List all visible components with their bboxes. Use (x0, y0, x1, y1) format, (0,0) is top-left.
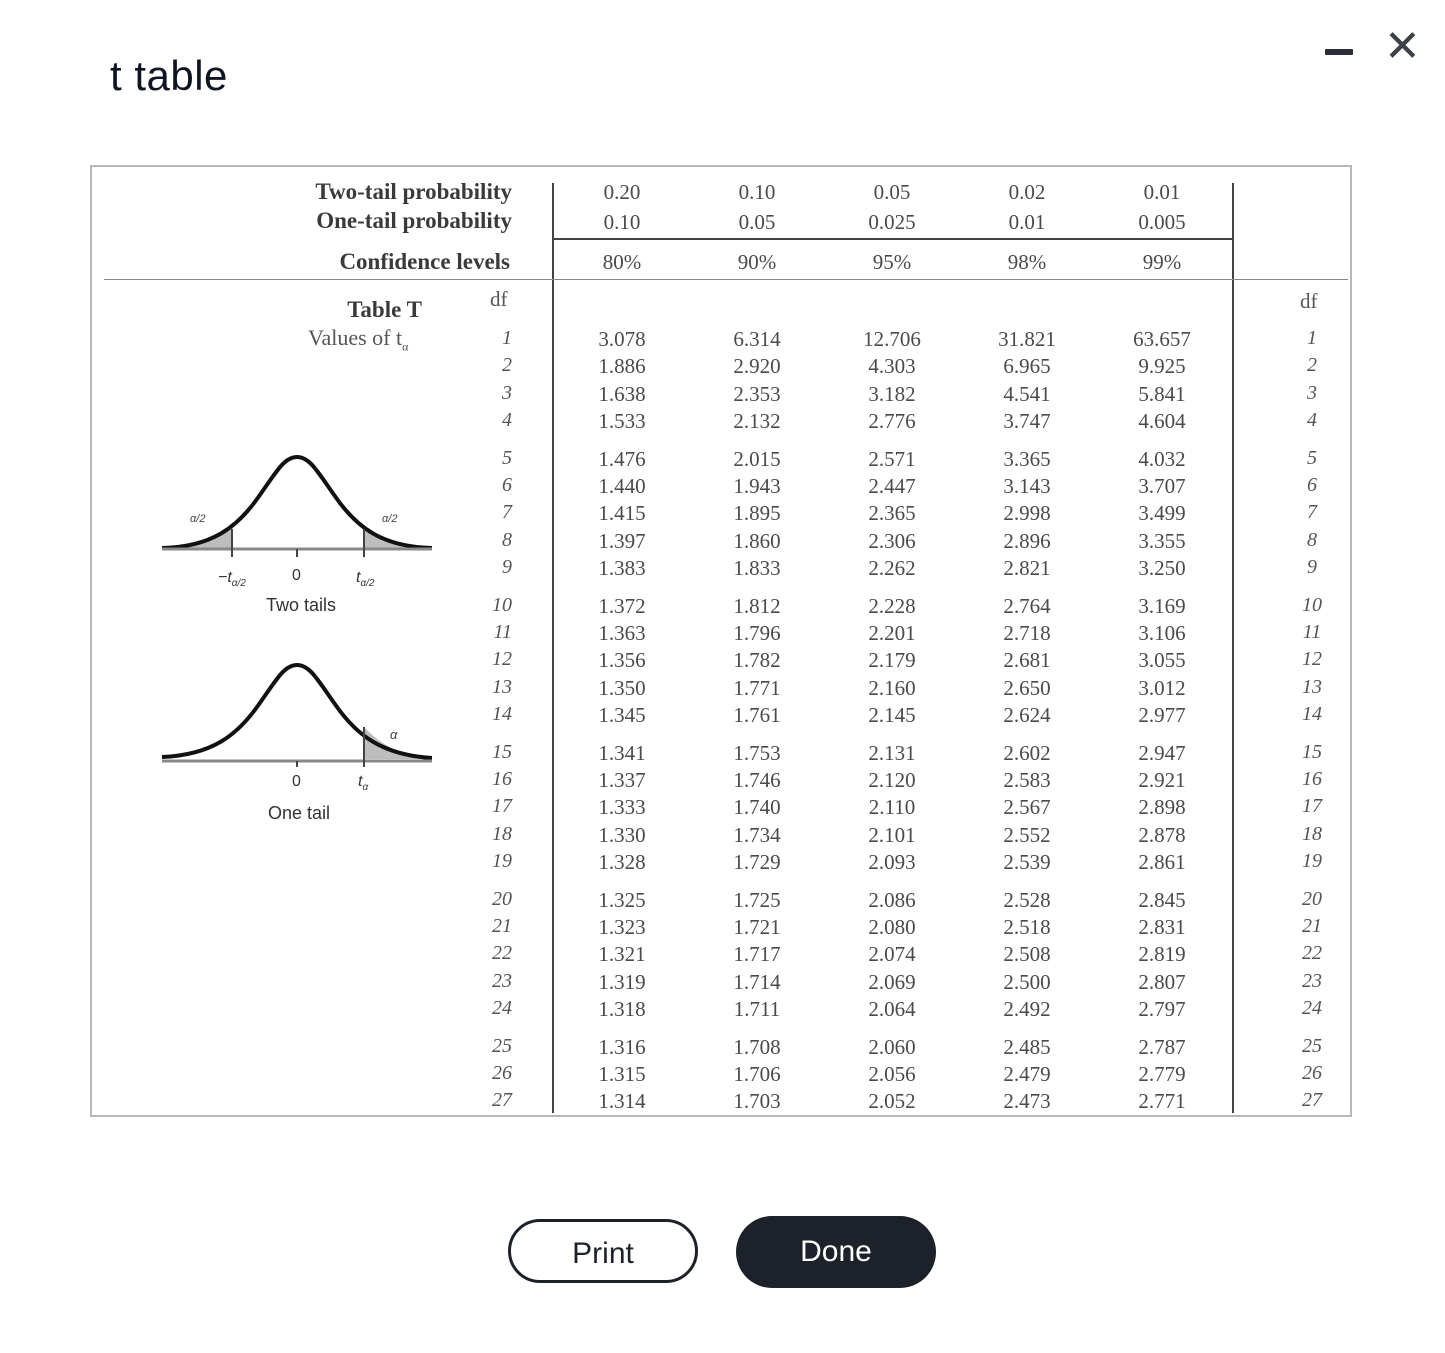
table-value-cell: 2.201 (868, 621, 916, 645)
table-value-cell: 2.602 (1003, 740, 1051, 765)
two-tails-t-label: $t_{\alpha/2}$ (356, 569, 375, 590)
table-value-cell: 1.711 (733, 997, 781, 1022)
table-value-cell: 2.228 (868, 593, 916, 618)
df-cell-left: 26 (492, 1062, 512, 1084)
table-value-cell: 1.860 (733, 528, 781, 553)
minimize-icon (1325, 49, 1353, 55)
table-value-cell: 2.807 (1138, 969, 1186, 994)
df-cell-right: 23 (1302, 969, 1322, 992)
table-value-cell: 4.303 (868, 354, 916, 379)
table-value-cell: 4.604 (1138, 409, 1186, 434)
table-value-cell: 2.552 (1003, 822, 1051, 847)
table-value-cell: 2.624 (1003, 703, 1051, 728)
table-value-cell: 1.314 (598, 1089, 646, 1114)
table-value-cell: 1.812 (733, 593, 781, 618)
col-confidence-header: 90% (737, 250, 777, 274)
table-value-cell: 2.571 (868, 446, 916, 471)
df-cell-right: 25 (1302, 1034, 1322, 1057)
table-value-cell: 1.325 (598, 887, 646, 912)
table-value-cell: 1.708 (733, 1034, 781, 1059)
df-cell-left: 18 (492, 822, 512, 845)
table-value-cell: 1.328 (598, 850, 646, 875)
table-value-cell: 1.316 (598, 1034, 646, 1059)
df-cell-left: 24 (492, 997, 512, 1020)
table-value-cell: 12.706 (863, 327, 921, 351)
table-value-cell: 2.086 (868, 887, 916, 912)
df-cell-left: 27 (492, 1089, 512, 1112)
df-cell-left: 12 (492, 648, 512, 671)
df-cell-right: 12 (1302, 648, 1322, 671)
table-value-cell: 3.182 (868, 381, 916, 406)
table-value-cell: 3.055 (1138, 648, 1186, 673)
table-value-cell: 2.500 (1003, 969, 1051, 994)
table-value-cell: 6.965 (1003, 354, 1051, 379)
table-value-cell: 2.583 (1003, 768, 1051, 792)
df-cell-right: 24 (1302, 997, 1322, 1020)
table-value-cell: 1.771 (733, 675, 781, 700)
table-value-cell: 1.533 (598, 409, 646, 434)
table-value-cell: 2.074 (868, 942, 916, 967)
table-value-cell: 2.306 (868, 528, 916, 553)
df-cell-right: 2 (1307, 354, 1317, 377)
df-cell-left: 11 (493, 621, 512, 643)
table-value-cell: 2.160 (868, 675, 916, 700)
df-cell-right: 21 (1302, 915, 1322, 937)
col-confidence-header: 99% (1142, 250, 1182, 274)
two-tails-left-alpha-label: α/2 (190, 513, 206, 525)
table-value-cell: 3.106 (1138, 621, 1186, 645)
table-value-cell: 2.353 (733, 381, 781, 406)
table-value-cell: 2.528 (1003, 887, 1051, 912)
table-value-cell: 1.356 (598, 648, 646, 673)
one-tail-curve (162, 665, 432, 758)
df-cell-left: 15 (492, 740, 512, 763)
df-cell-left: 14 (492, 703, 512, 726)
df-cell-left: 8 (502, 528, 512, 551)
df-cell-right: 7 (1307, 501, 1317, 524)
table-value-cell: 2.998 (1003, 501, 1051, 526)
section-rule (104, 279, 1348, 280)
table-value-cell: 2.145 (868, 703, 916, 728)
table-value-cell: 1.415 (598, 501, 646, 526)
table-value-cell: 4.032 (1138, 446, 1186, 471)
two-tails-zero-label: 0 (292, 567, 301, 584)
table-value-cell: 1.753 (733, 740, 781, 765)
table-value-cell: 5.841 (1138, 381, 1186, 406)
table-value-cell: 1.397 (598, 528, 646, 553)
table-value-cell: 1.321 (598, 942, 646, 967)
table-value-cell: 2.831 (1138, 915, 1186, 939)
table-value-cell: 1.341 (598, 740, 646, 765)
table-value-cell: 3.250 (1138, 556, 1186, 581)
table-value-cell: 2.977 (1138, 703, 1186, 728)
df-cell-right: 22 (1302, 942, 1322, 965)
one-tail-probability-label: One-tail probability (316, 208, 512, 233)
table-value-cell: 2.492 (1003, 997, 1051, 1022)
df-cell-right: 18 (1302, 822, 1322, 845)
table-value-cell: 2.080 (868, 915, 916, 939)
table-value-cell: 2.473 (1003, 1089, 1051, 1114)
col-confidence-header: 95% (872, 250, 912, 274)
df-cell-left: 4 (502, 409, 512, 432)
table-value-cell: 1.638 (598, 381, 646, 406)
table-value-cell: 1.315 (598, 1062, 646, 1086)
df-cell-right: 4 (1307, 409, 1317, 432)
table-value-cell: 1.782 (733, 648, 781, 673)
table-value-cell: 2.787 (1138, 1034, 1186, 1059)
table-value-cell: 1.833 (733, 556, 781, 581)
table-value-cell: 2.508 (1003, 942, 1051, 967)
table-value-cell: 1.363 (598, 621, 646, 645)
table-value-cell: 2.056 (868, 1062, 916, 1086)
table-value-cell: 2.947 (1138, 740, 1186, 765)
table-value-cell: 2.485 (1003, 1034, 1051, 1059)
table-value-cell: 2.479 (1003, 1062, 1051, 1086)
table-value-cell: 2.845 (1138, 887, 1186, 912)
table-value-cell: 2.015 (733, 446, 781, 471)
table-value-cell: 2.776 (868, 409, 916, 434)
df-cell-right: 13 (1302, 675, 1322, 698)
table-value-cell: 2.064 (868, 997, 916, 1022)
col-one-tail-header: 0.05 (738, 210, 776, 234)
col-confidence-header: 80% (602, 250, 642, 274)
table-value-cell: 2.101 (868, 822, 916, 847)
df-cell-left: 5 (502, 446, 512, 469)
df-label-left: df (490, 287, 508, 311)
df-cell-left: 16 (492, 768, 512, 790)
one-tail-zero-label: 0 (292, 773, 301, 790)
df-cell-left: 21 (492, 915, 512, 937)
two-tails-right-alpha-label: α/2 (382, 513, 398, 525)
table-value-cell: 2.093 (868, 850, 916, 875)
df-cell-left: 22 (492, 942, 512, 965)
col-two-tail-header: 0.20 (603, 180, 641, 204)
df-cell-right: 27 (1302, 1089, 1322, 1112)
table-value-cell: 1.476 (598, 446, 646, 471)
table-value-cell: 2.797 (1138, 997, 1186, 1022)
col-two-tail-header: 0.10 (738, 180, 776, 204)
table-value-cell: 31.821 (998, 327, 1056, 351)
table-value-cell: 2.052 (868, 1089, 916, 1114)
table-value-cell: 1.734 (733, 822, 781, 847)
table-value-cell: 2.878 (1138, 822, 1186, 847)
table-value-cell: 2.131 (868, 740, 916, 765)
df-cell-right: 20 (1302, 887, 1322, 910)
df-cell-left: 20 (492, 887, 512, 910)
table-value-cell: 9.925 (1138, 354, 1186, 379)
one-tail-alpha-label: α (390, 727, 398, 742)
col-one-tail-header: 0.01 (1008, 210, 1046, 234)
one-tail-caption: One tail (268, 803, 331, 823)
col-one-tail-header: 0.005 (1138, 210, 1186, 234)
df-cell-right: 5 (1307, 446, 1317, 469)
table-value-cell: 1.740 (733, 795, 781, 820)
table-value-cell: 1.703 (733, 1089, 781, 1114)
df-cell-left: 13 (492, 675, 512, 698)
table-value-cell: 2.262 (868, 556, 916, 581)
table-value-cell: 1.323 (598, 915, 646, 939)
table-value-cell: 1.383 (598, 556, 646, 581)
df-cell-right: 16 (1302, 768, 1322, 790)
table-value-cell: 2.110 (868, 795, 916, 820)
table-value-cell: 1.721 (733, 915, 781, 939)
df-cell-left: 2 (502, 354, 512, 377)
table-value-cell: 1.333 (598, 795, 646, 820)
table-value-cell: 2.896 (1003, 528, 1051, 553)
df-cell-right: 17 (1302, 795, 1322, 818)
table-value-cell: 2.779 (1138, 1062, 1186, 1086)
col-one-tail-header: 0.10 (603, 210, 641, 234)
header-rule (552, 238, 1232, 240)
table-value-cell: 1.350 (598, 675, 646, 700)
table-value-cell: 3.499 (1138, 501, 1186, 526)
table-value-cell: 2.921 (1138, 768, 1186, 792)
table-value-cell: 1.337 (598, 768, 646, 792)
col-one-tail-header: 0.025 (868, 210, 916, 234)
df-cell-right: 11 (1302, 621, 1322, 643)
table-value-cell: 1.706 (733, 1062, 781, 1086)
df-cell-left: 1 (502, 327, 512, 349)
left-divider (552, 183, 554, 1113)
table-value-cell: 2.764 (1003, 593, 1051, 618)
table-value-cell: 3.365 (1003, 446, 1051, 471)
two-tails-caption: Two tails (266, 595, 337, 615)
table-value-cell: 2.898 (1138, 795, 1186, 820)
table-value-cell: 1.943 (733, 474, 781, 498)
table-value-cell: 63.657 (1133, 327, 1191, 351)
table-value-cell: 1.345 (598, 703, 646, 728)
col-confidence-header: 98% (1007, 250, 1047, 274)
df-cell-right: 9 (1307, 556, 1317, 579)
table-value-cell: 4.541 (1003, 381, 1051, 406)
table-value-cell: 2.120 (868, 768, 916, 792)
table-value-cell: 2.539 (1003, 850, 1051, 875)
done-button[interactable]: Done (736, 1216, 936, 1288)
two-tail-probability-label: Two-tail probability (315, 179, 512, 204)
df-cell-left: 19 (492, 850, 512, 873)
close-icon: ✕ (1384, 21, 1421, 72)
table-value-cell: 2.132 (733, 409, 781, 434)
table-value-cell: 2.447 (868, 474, 916, 498)
two-tails-curve (162, 457, 432, 548)
df-cell-right: 14 (1302, 703, 1322, 726)
table-value-cell: 2.681 (1003, 648, 1051, 673)
df-cell-left: 3 (502, 381, 512, 404)
dialog-title: t table (110, 52, 228, 99)
confidence-levels-label: Confidence levels (339, 249, 510, 274)
table-value-cell: 2.821 (1003, 556, 1051, 581)
df-cell-right: 1 (1307, 327, 1317, 349)
t-table-image (90, 165, 1352, 1117)
table-value-cell: 2.567 (1003, 795, 1051, 820)
df-cell-right: 15 (1302, 740, 1322, 763)
table-value-cell: 3.012 (1138, 675, 1186, 700)
table-value-cell: 3.707 (1138, 474, 1186, 498)
df-cell-right: 8 (1307, 528, 1317, 551)
table-value-cell: 1.717 (733, 942, 781, 967)
df-cell-left: 6 (502, 474, 512, 496)
table-value-cell: 1.372 (598, 593, 646, 618)
table-value-cell: 1.319 (598, 969, 646, 994)
table-value-cell: 3.355 (1138, 528, 1186, 553)
table-value-cell: 3.143 (1003, 474, 1051, 498)
df-cell-left: 17 (492, 795, 512, 818)
table-value-cell: 2.920 (733, 354, 781, 379)
table-value-cell: 1.895 (733, 501, 781, 526)
table-value-cell: 1.796 (733, 621, 781, 645)
minimize-button[interactable] (1322, 40, 1358, 64)
table-value-cell: 2.861 (1138, 850, 1186, 875)
one-tail-t-label: $t_\alpha$ (358, 773, 369, 794)
table-value-cell: 1.440 (598, 474, 646, 498)
table-value-cell: 2.060 (868, 1034, 916, 1059)
close-button[interactable] (1384, 21, 1421, 72)
table-value-cell: 3.747 (1003, 409, 1051, 434)
table-value-cell: 2.771 (1138, 1089, 1186, 1114)
table-value-cell: 2.518 (1003, 915, 1051, 939)
df-cell-right: 19 (1302, 850, 1322, 873)
table-name-label: Table T (347, 297, 422, 322)
table-value-cell: 2.179 (868, 648, 916, 673)
table-value-cell: 1.725 (733, 887, 781, 912)
df-label-right: df (1300, 289, 1318, 313)
df-cell-left: 9 (502, 556, 512, 579)
table-value-cell: 6.314 (733, 327, 781, 351)
col-two-tail-header: 0.02 (1008, 180, 1046, 204)
table-value-cell: 2.819 (1138, 942, 1186, 967)
table-value-cell: 1.330 (598, 822, 646, 847)
df-cell-left: 25 (492, 1034, 512, 1057)
table-value-cell: 1.729 (733, 850, 781, 875)
df-cell-right: 3 (1307, 381, 1317, 404)
two-tails-neg-t-label: $-t_{\alpha/2}$ (218, 569, 246, 590)
table-value-cell: 1.714 (733, 969, 781, 994)
df-cell-left: 23 (492, 969, 512, 992)
df-cell-right: 10 (1302, 593, 1322, 616)
df-cell-right: 6 (1307, 474, 1317, 496)
table-value-cell: 2.718 (1003, 621, 1051, 645)
df-cell-left: 10 (492, 593, 512, 616)
table-value-cell: 3.169 (1138, 593, 1186, 618)
table-value-cell: 3.078 (598, 327, 646, 351)
table-value-cell: 1.886 (598, 354, 646, 379)
right-divider (1232, 183, 1234, 1113)
table-value-cell: 2.069 (868, 969, 916, 994)
table-value-cell: 2.650 (1003, 675, 1051, 700)
values-of-t-label: Values of $t_\alpha$ (308, 325, 409, 354)
table-value-cell: 2.365 (868, 501, 916, 526)
col-two-tail-header: 0.01 (1143, 180, 1181, 204)
df-cell-right: 26 (1302, 1062, 1322, 1084)
df-cell-left: 7 (502, 501, 512, 524)
print-button[interactable]: Print (508, 1219, 698, 1283)
table-value-cell: 1.318 (598, 997, 646, 1022)
col-two-tail-header: 0.05 (873, 180, 911, 204)
table-value-cell: 1.761 (733, 703, 781, 728)
table-value-cell: 1.746 (733, 768, 781, 792)
